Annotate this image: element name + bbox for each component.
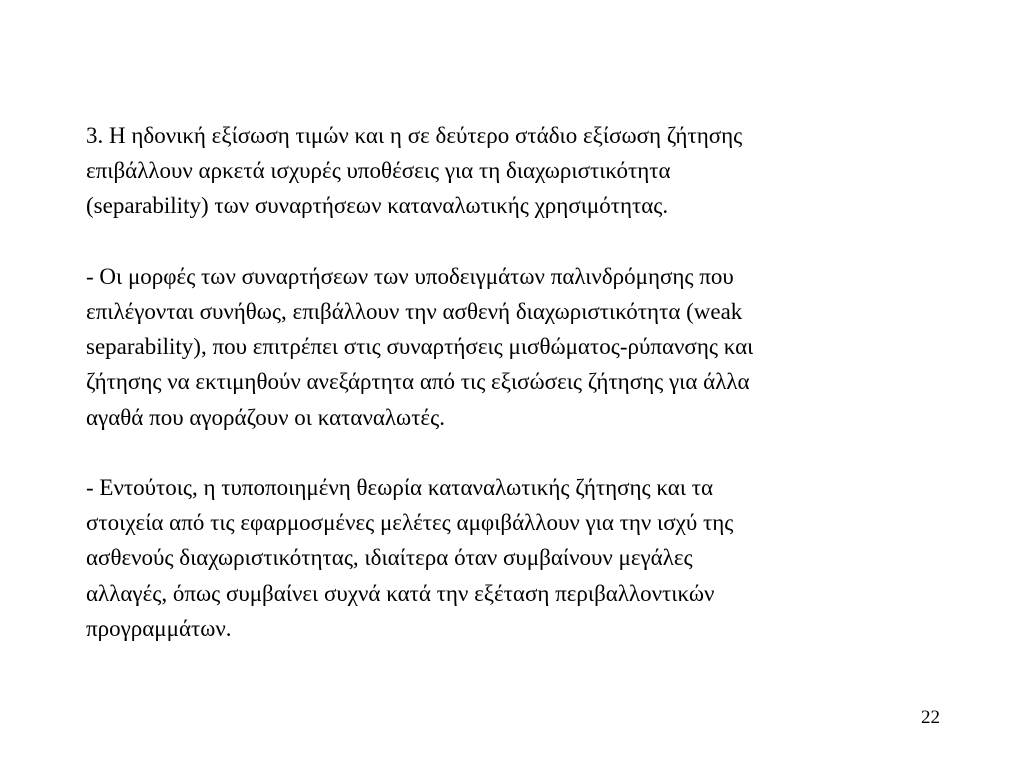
- paragraph-doubts-on-validity: - Εντούτοις, η τυποποιημένη θεωρία καταναλωτικής ζήτησης και τα στοιχεία από τις εφαρμοσμένες μελέτες αμφιβάλλουν για την ισχύ της ασθενούς διαχωριστικότητας, ιδιαίτερα όταν συμβαίνουν μεγάλες αλλαγές, όπως συμβαίνει συχνά κατά την εξέταση περιβαλλοντικών προγραμμάτων.: [86, 475, 734, 641]
- page-number: 22: [921, 707, 940, 728]
- slide-body-text: [86, 118, 936, 646]
- paragraph-separability-assumption: 3. Η ηδονική εξίσωση τιμών και η σε δεύτερο στάδιο εξίσωση ζήτησης επιβάλλουν αρκετά ισχυρές υποθέσεις για τη διαχωριστικότητα (separability) των συναρτήσεων καταναλωτικής χρησιμότητας.: [86, 123, 743, 219]
- paragraph-weak-separability: - Οι μορφές των συναρτήσεων των υποδειγμάτων παλινδρόμησης που επιλέγονται συνήθως, επιβάλλουν την ασθενή διαχωριστικότητα (weak separability), που επιτρέπει στις συναρτήσεις μισθώματος-ρύπανσης και ζήτησης να εκτιμηθούν ανεξάρτητα από τις εξισώσεις ζήτησης για άλλα αγαθά που αγοράζουν οι καταναλωτές.: [86, 263, 754, 430]
